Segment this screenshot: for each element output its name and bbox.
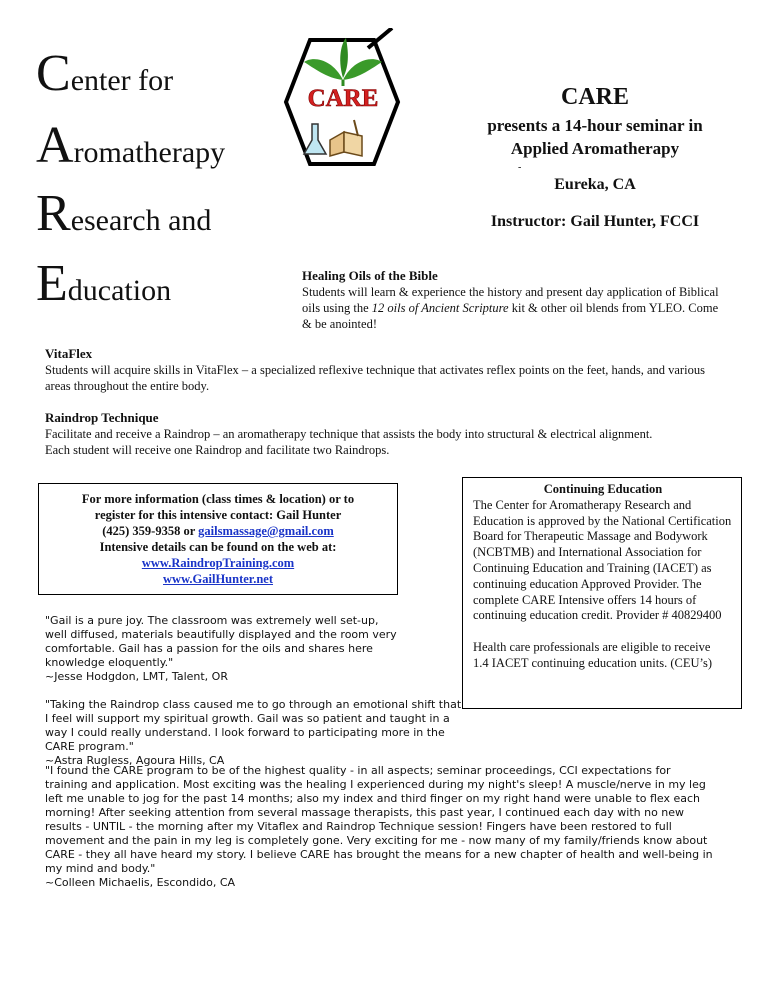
vitaflex-title: VitaFlex (45, 346, 93, 361)
testimonial-author: ~Jesse Hodgdon, LMT, Talent, OR (45, 670, 228, 683)
testimonial-1 (45, 614, 397, 684)
org-name: CARE (560, 84, 629, 110)
contact-box (38, 483, 398, 595)
seminar-line1: presents a 14-hour seminar in (487, 116, 703, 135)
testimonial-3 (45, 764, 713, 890)
continuing-ed-para1: The Center for Aromatherapy Research and Education is approved by the National Certification Board for Therapeutic Massage and Bodywork (NCBTMB) and International Association for Continuing Education and Training (IACET) as continuing education Approved Provider. The complete CARE Intensive offers 14 hours of continuing education credit. Provider # 40829400 (473, 497, 732, 623)
contact-phone: (425) 359-9358 or (102, 524, 199, 538)
continuing-ed-title: Continuing Education (543, 482, 663, 496)
contact-line4: Intensive details can be found on the web at: (99, 540, 337, 554)
raindrop-text-1: Facilitate and receive a Raindrop – an aromatherapy technique that assists the body into structural & electrical alignment. (45, 427, 653, 441)
title-line-center: Center for (36, 45, 174, 102)
continuing-ed-box (462, 477, 742, 709)
title-line-research: Research and (36, 185, 212, 242)
location: Eureka, CA (554, 176, 636, 193)
book-icon (330, 132, 344, 156)
leaf-icon (304, 59, 343, 80)
gail-hunter-link[interactable]: www.GailHunter.net (163, 572, 273, 586)
instructor: Instructor: Gail Hunter, FCCI (490, 213, 700, 230)
healing-oils-title: Healing Oils of the Bible (302, 268, 438, 283)
vitaflex-section (45, 346, 725, 394)
testimonial-author: ~Colleen Michaelis, Escondido, CA (45, 876, 236, 889)
testimonial-2 (45, 698, 465, 768)
leaf-icon (340, 38, 348, 78)
raindrop-training-link[interactable]: www.RaindropTraining.com (141, 556, 295, 570)
contact-line2: register for this intensive contact: Gail Hunter (94, 508, 342, 522)
title-line-aromatherapy: Aromatherapy (36, 117, 226, 174)
testimonial-text: "Gail is a pure joy. The classroom was extremely well set-up, well diffused, materials beautifully displayed and the room very comfortable. Gail has a passion for the oils and shares here knowledge eloquently." (45, 614, 397, 669)
contact-line1: For more information (class times & location) or to (81, 492, 355, 506)
testimonial-text: "Taking the Raindrop class caused me to go through an emotional shift that I feel will support my spiritual growth. Gail was so patient and taught in a way I could really understand. I look forward to participating more in the CARE program." (45, 698, 462, 753)
testimonial-author: ~Astra Rugless, Agoura Hills, CA (45, 754, 225, 767)
svg-text:CARE: CARE (307, 85, 379, 112)
testimonial-text: "I found the CARE program to be of the highest quality - in all aspects; seminar proceedings, CCI expectations for training and application. Most exciting was the healing I experienced during my night's sleep! A muscle/nerve in my leg left me unable to jog for the past 14 months; also my index and third finger on my right hand were unable to flex each morning! After seeking attention from several massage therapists, this past year, I continued each day with no new results - UNTIL - the morning after my Vitaflex and Raindrop Technique session! Fingers have been restored to full movement and the pain in my leg is completely gone. Very exciting for me - now many of my family/friends know about CARE - they all have heard my story. I believe CARE has brought the means for a new chapter of health and well-being in my mind and body." (45, 764, 713, 875)
raindrop-section (45, 410, 745, 458)
healing-oils-section (302, 268, 722, 332)
care-logo (282, 28, 404, 176)
vitaflex-text: Students will acquire skills in VitaFlex – a specialized reflexive technique that activates reflex points on the feet, hands, and various areas throughout the entire body. (45, 363, 705, 393)
seminar-line2: Applied Aromatherapy (510, 139, 680, 158)
leaf-icon (343, 59, 382, 80)
title-line-education: Education (36, 255, 172, 312)
contact-line3 (39, 523, 397, 539)
raindrop-title: Raindrop Technique (45, 410, 159, 425)
email-link[interactable]: gailsmassage@gmail.com (198, 524, 334, 538)
flask-icon (304, 124, 326, 154)
healing-oils-text: Students will learn & experience the history and present day application of Biblical oils using the 12 oils of Ancient Scripture kit & other oil blends from YLEO. Come & be anointed! (302, 285, 719, 331)
dash-mark: - (518, 162, 522, 173)
continuing-ed-para2: Health care professionals are eligible to receive 1.4 IACET continuing education units. (CEU’s) (473, 640, 712, 670)
raindrop-text-2: Each student will receive one Raindrop and facilitate two Raindrops. (45, 443, 390, 457)
